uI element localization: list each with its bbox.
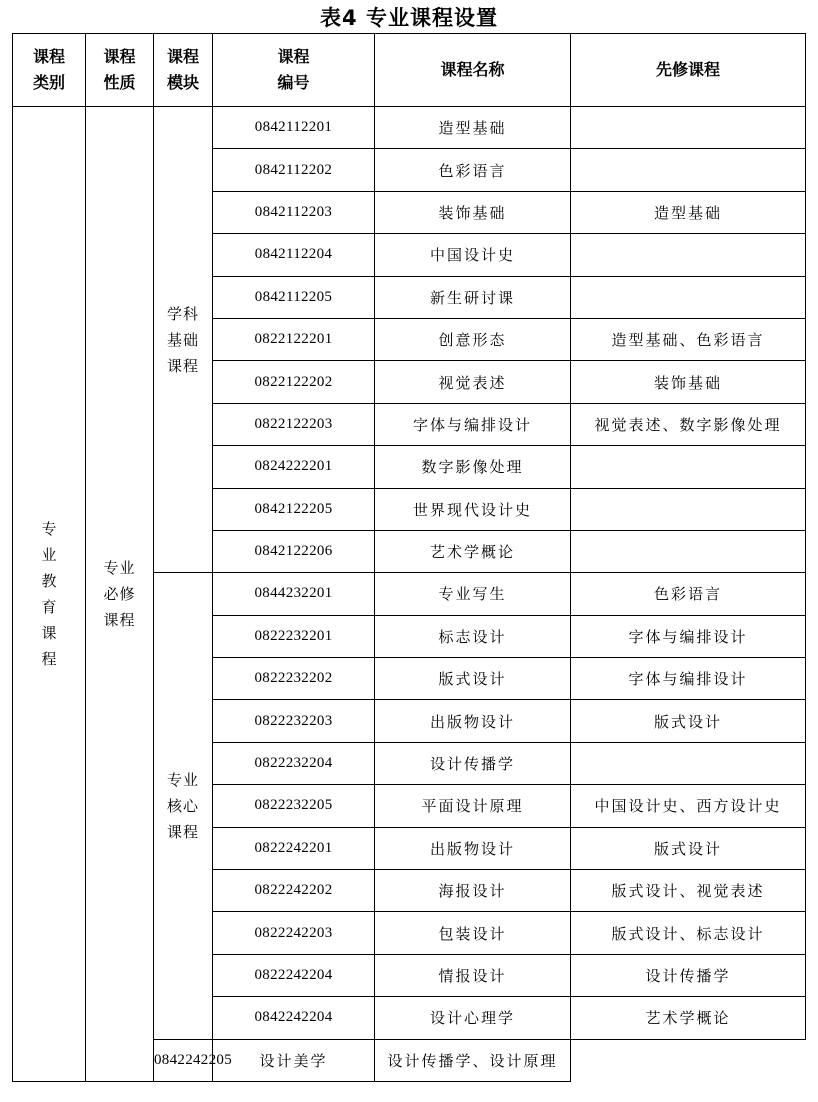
prerequisite: 字体与编排设计 — [571, 658, 806, 700]
course-code: 0822232205 — [213, 785, 375, 827]
header-nature-line2: 性质 — [103, 73, 136, 92]
header-code — [213, 34, 375, 107]
header-name: 课程名称 — [375, 34, 571, 107]
course-name: 平面设计原理 — [375, 785, 571, 827]
course-code: 0824222201 — [213, 446, 375, 488]
table-row — [13, 107, 806, 149]
prerequisite: 版式设计 — [571, 700, 806, 742]
course-name: 设计美学 — [213, 1039, 375, 1081]
course-code: 0822122203 — [213, 403, 375, 445]
course-name: 装饰基础 — [375, 191, 571, 233]
header-nature — [86, 34, 154, 107]
category-cell — [13, 107, 86, 1082]
course-code: 0842112204 — [213, 234, 375, 276]
course-code: 0822122201 — [213, 318, 375, 360]
prerequisite: 版式设计、标志设计 — [571, 912, 806, 954]
course-code: 0822232201 — [213, 615, 375, 657]
course-code: 0822242203 — [213, 912, 375, 954]
module-label-line: 课程 — [166, 822, 199, 841]
course-code: 0822232203 — [213, 700, 375, 742]
course-code: 0842242205 — [154, 1039, 213, 1081]
course-code: 0822232204 — [213, 742, 375, 784]
category-char: 育 — [41, 597, 57, 616]
module-cell-1 — [154, 107, 213, 573]
header-module-line1: 课程 — [166, 47, 199, 66]
course-name: 数字影像处理 — [375, 446, 571, 488]
nature-cell — [86, 107, 154, 1082]
prerequisite — [571, 107, 806, 149]
prerequisite: 装饰基础 — [571, 361, 806, 403]
header-code-line2: 编号 — [277, 73, 310, 92]
table-title: 表4 专业课程设置 — [320, 6, 498, 30]
header-row — [13, 34, 806, 107]
prerequisite: 版式设计 — [571, 827, 806, 869]
course-name: 世界现代设计史 — [375, 488, 571, 530]
header-code-line1: 课程 — [277, 47, 310, 66]
course-name: 出版物设计 — [375, 827, 571, 869]
course-name: 包装设计 — [375, 912, 571, 954]
prerequisite: 视觉表述、数字影像处理 — [571, 403, 806, 445]
nature-line: 专业 — [103, 558, 136, 577]
course-code: 0844232201 — [213, 573, 375, 615]
nature-line: 必修 — [103, 584, 136, 603]
prerequisite: 色彩语言 — [571, 573, 806, 615]
course-name: 字体与编排设计 — [375, 403, 571, 445]
course-name: 视觉表述 — [375, 361, 571, 403]
course-code: 0822242204 — [213, 954, 375, 996]
prerequisite — [571, 446, 806, 488]
prerequisite — [571, 276, 806, 318]
course-name: 出版物设计 — [375, 700, 571, 742]
category-char: 专 — [41, 519, 57, 538]
course-code: 0822232202 — [213, 658, 375, 700]
course-name: 标志设计 — [375, 615, 571, 657]
prerequisite — [571, 488, 806, 530]
course-name: 中国设计史 — [375, 234, 571, 276]
module-label-line: 核心 — [166, 796, 199, 815]
prerequisite — [571, 149, 806, 191]
header-nature-line1: 课程 — [103, 47, 136, 66]
prerequisite: 版式设计、视觉表述 — [571, 870, 806, 912]
course-code: 0822242201 — [213, 827, 375, 869]
prerequisite — [571, 742, 806, 784]
prerequisite: 造型基础 — [571, 191, 806, 233]
module-cell-2 — [154, 573, 213, 1039]
course-name: 新生研讨课 — [375, 276, 571, 318]
module-label-line: 课程 — [166, 356, 199, 375]
course-name: 设计传播学 — [375, 742, 571, 784]
course-code: 0842242204 — [213, 997, 375, 1039]
course-code: 0822122202 — [213, 361, 375, 403]
course-name: 设计心理学 — [375, 997, 571, 1039]
course-name: 艺术学概论 — [375, 530, 571, 572]
course-name: 情报设计 — [375, 954, 571, 996]
course-name: 创意形态 — [375, 318, 571, 360]
prerequisite: 造型基础、色彩语言 — [571, 318, 806, 360]
course-code: 0842122205 — [213, 488, 375, 530]
module-label-line: 专业 — [166, 770, 199, 789]
prerequisite — [571, 530, 806, 572]
course-code: 0842112205 — [213, 276, 375, 318]
header-prereq: 先修课程 — [571, 34, 806, 107]
nature-line: 课程 — [103, 610, 136, 629]
course-name: 色彩语言 — [375, 149, 571, 191]
course-code: 0842112203 — [213, 191, 375, 233]
category-char: 课 — [41, 623, 57, 642]
prerequisite: 艺术学概论 — [571, 997, 806, 1039]
category-char: 教 — [41, 571, 57, 590]
course-name: 海报设计 — [375, 870, 571, 912]
category-char: 程 — [41, 649, 57, 668]
module-label-line: 基础 — [166, 330, 199, 349]
course-code: 0822242202 — [213, 870, 375, 912]
course-code: 0842112202 — [213, 149, 375, 191]
course-code: 0842112201 — [213, 107, 375, 149]
header-module-line2: 模块 — [166, 73, 199, 92]
category-char: 业 — [41, 545, 57, 564]
header-category-line2: 类别 — [32, 73, 65, 92]
prerequisite: 字体与编排设计 — [571, 615, 806, 657]
prerequisite: 中国设计史、西方设计史 — [571, 785, 806, 827]
prerequisite: 设计传播学 — [571, 954, 806, 996]
prerequisite: 设计传播学、设计原理 — [375, 1039, 571, 1081]
table-body — [13, 107, 806, 1082]
course-table — [12, 33, 806, 1082]
header-module — [154, 34, 213, 107]
course-name: 专业写生 — [375, 573, 571, 615]
prerequisite — [571, 234, 806, 276]
course-name: 造型基础 — [375, 107, 571, 149]
course-code: 0842122206 — [213, 530, 375, 572]
course-name: 版式设计 — [375, 658, 571, 700]
header-category-line1: 课程 — [32, 47, 65, 66]
module-label-line: 学科 — [166, 304, 199, 323]
header-category — [13, 34, 86, 107]
